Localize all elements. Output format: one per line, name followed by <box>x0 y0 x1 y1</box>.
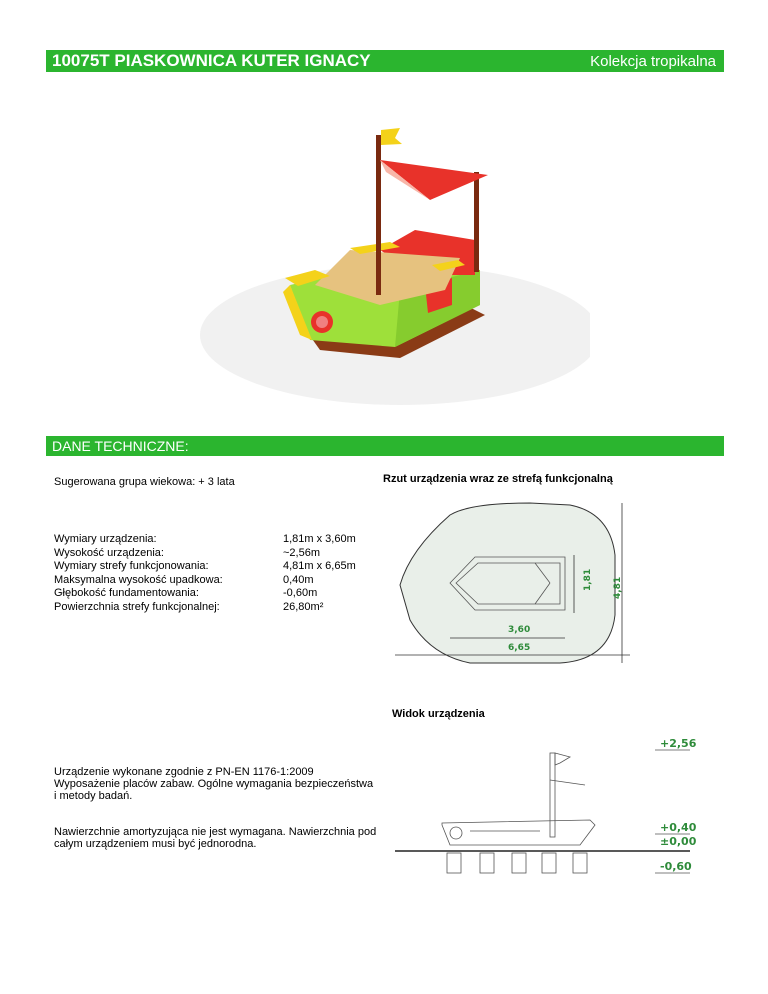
level-fall: +0,40 <box>660 821 697 834</box>
header-bar <box>46 50 724 72</box>
product-render-image <box>190 100 590 430</box>
spec-value: 26,80m² <box>283 600 324 613</box>
view-heading: Widok urządzenia <box>392 708 485 720</box>
age-group: Sugerowana grupa wiekowa: + 3 lata <box>54 476 235 488</box>
spec-label: Powierzchnia strefy funkcjonalnej: <box>54 600 220 613</box>
dim-width: 1,81 <box>583 568 593 591</box>
spec-value: 1,81m x 3,60m <box>283 533 356 545</box>
tech-data-bar <box>46 436 724 456</box>
level-foundation: -0,60 <box>660 860 692 873</box>
dim-zone-width: 4,81 <box>613 576 623 599</box>
spec-label: Wysokość urządzenia: <box>54 546 164 559</box>
tech-data-title: DANE TECHNICZNE: <box>52 438 189 454</box>
spec-values <box>283 533 356 614</box>
spec-value: 0,40m <box>283 573 314 586</box>
spec-value: 4,81m x 6,65m <box>283 560 356 572</box>
dim-length: 3,60 <box>508 625 531 635</box>
spec-label: Głębokość fundamentowania: <box>54 587 199 599</box>
product-title: 10075T PIASKOWNICA KUTER IGNACY <box>52 51 371 70</box>
spec-label: Wymiary urządzenia: <box>54 533 157 545</box>
spec-labels <box>54 533 223 614</box>
spec-label: Maksymalna wysokość upadkowa: <box>54 573 223 586</box>
collection-label: Kolekcja tropikalna <box>590 53 716 70</box>
level-top: +2,56 <box>660 737 697 750</box>
plan-heading: Rzut urządzenia wraz ze strefą funkcjonalną <box>383 473 613 485</box>
spec-value: ~2,56m <box>283 546 320 559</box>
plan-drawing <box>390 495 640 675</box>
norm-text: Urządzenie wykonane zgodnie z PN-EN 1176-1:2009 Wyposażenie placów zabaw. Ogólne wymagania bezpieczeństwa i metody badań. <box>54 766 374 802</box>
side-view-drawing <box>390 735 700 885</box>
surface-text: Nawierzchnie amortyzująca nie jest wymagana. Nawierzchnia pod całym urządzeniem musi być jednorodna. <box>54 826 377 850</box>
dim-zone-length: 6,65 <box>508 643 531 653</box>
level-ground: ±0,00 <box>660 835 697 848</box>
spec-value: -0,60m <box>283 587 318 599</box>
spec-label: Wymiary strefy funkcjonowania: <box>54 560 209 572</box>
